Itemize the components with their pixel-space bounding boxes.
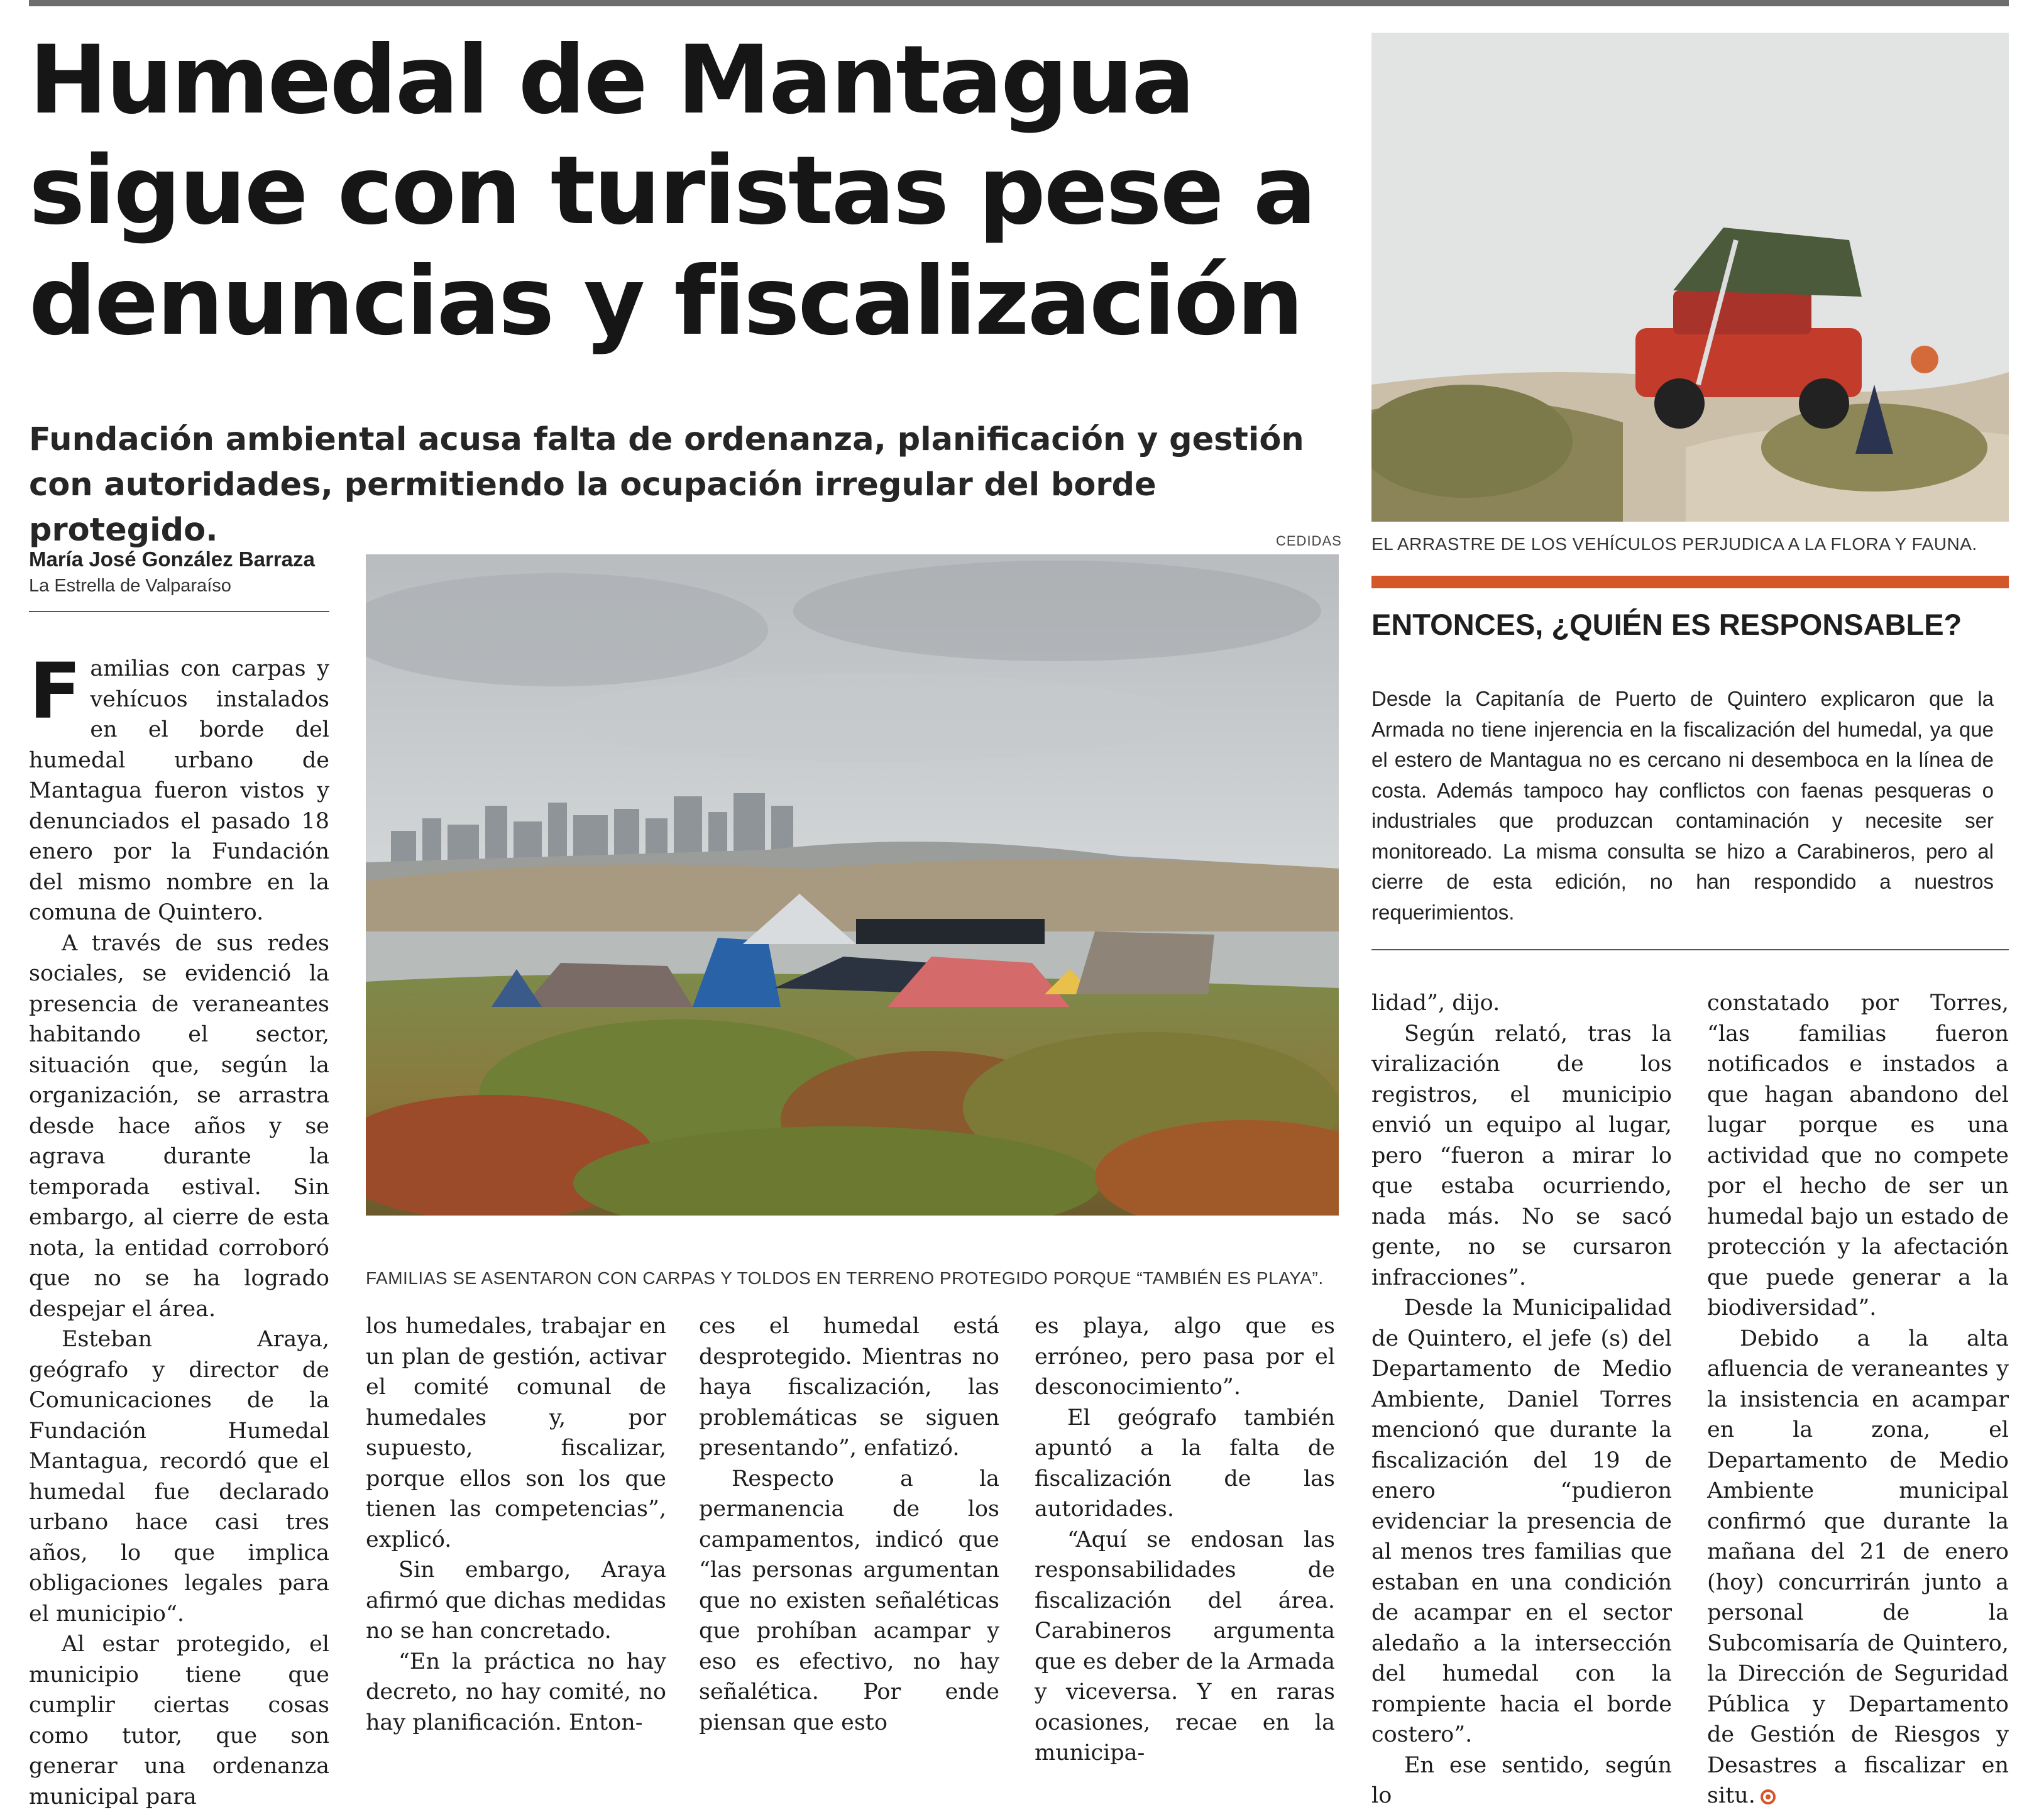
paragraph: “Aquí se endosan las responsabilidades de fiscalización del área. Carabineros argumenta que es deber de la Armada y viceversa. Y en raras ocasiones, recae en la municipa-: [1035, 1527, 1335, 1765]
paragraph: ces el humedal está desprotegido. Mientras no haya fiscalización, las problemáticas se siguen presentando”, enfatizó.: [699, 1314, 999, 1461]
sidebar-text: Desde la Capitanía de Puerto de Quintero explicaron que la Armada no tiene injerencia en la fiscalización del humedal, ya que el estero de Mantagua no es cercano ni desemboca en la línea de costa. Además tampoco hay conflictos con faenas pesqueras o industriales que produzcan contaminación y necesite ser monitoreado. La misma consulta se hizo a Carabineros, pero al cierre de esta edición, no han respondido a nuestros requerimientos.: [1371, 687, 1994, 924]
subheadline: Fundación ambiental acusa falta de ordenanza, planificación y gestión con autoridades, permitiendo la ocupación irregular del borde protegido.: [29, 421, 1304, 549]
paragraph: es playa, algo que es erróneo, pero pasa por el desconocimiento”.: [1035, 1314, 1335, 1400]
paragraph: “En la práctica no hay decreto, no hay comité, no hay planificación. Enton-: [366, 1649, 666, 1735]
main-photo-caption: FAMILIAS SE ASENTARON CON CARPAS Y TOLDOS EN TERRENO PROTEGIDO PORQUE “TAMBIÉN ES PLAYA”.: [366, 1268, 1324, 1288]
paragraph: Desde la Municipalidad de Quintero, el jefe (s) del Departamento de Medio Ambiente, Daniel Torres mencionó que durante la fiscalización del 19 de enero “pudieron evidenciar la presencia de al menos tres familias que estaban en una condición de acampar en el sector aledaño a la intersección del humedal con la rompiente hacia el borde costero”.: [1371, 1295, 1672, 1747]
paragraph: Esteban Araya, geógrafo y director de Comunicaciones de la Fundación Humedal Mantagua, recordó que el humedal fue declarado urbano hace casi tres años, lo que implica obligaciones legales para el municipio“.: [29, 1327, 329, 1627]
side-photo-caption: EL ARRASTRE DE LOS VEHÍCULOS PERJUDICA A LA FLORA Y FAUNA.: [1371, 534, 1977, 554]
body-column-5: [1371, 988, 1672, 1811]
sidebar-bottom-rule: [1371, 949, 2009, 950]
photo-credit: CEDIDAS: [1276, 533, 1342, 549]
paragraph: Según relató, tras la viralización de los registros, el municipio envió un equipo al lugar, pero “fueron a mirar lo que estaba ocurriendo, nada más. No se sacó gente, no se cursaron infracciones”.: [1371, 1021, 1672, 1290]
sidebar-accent-rule: [1371, 576, 2009, 588]
paragraph: Sin embargo, Araya afirmó que dichas medidas no se han concretado.: [366, 1557, 666, 1644]
end-mark-icon: [1761, 1789, 1776, 1804]
body-column-1: [29, 647, 329, 1812]
vehicle-on-dunes-illustration: [1371, 33, 2009, 522]
paragraph: constatado por Torres, “las familias fueron notificados e instados a que hagan abandono del lugar porque es una actividad que no compete por el hecho de ser un humedal bajo un estado de protección y la afectación que puede generar a la biodiversidad”.: [1707, 991, 2009, 1321]
paragraph: Al estar protegido, el municipio tiene que cumplir ciertas cosas como tutor, que son generar una ordenanza municipal para: [29, 1632, 329, 1809]
body-column-4: [1035, 1311, 1335, 1769]
paragraph: En ese sentido, según lo: [1371, 1752, 1672, 1808]
paragraph: A través de sus redes sociales, se evidenció la presencia de veraneantes habitando el sector, situación que, según la organización, se arrastra desde hace años y se agrava durante la temporada estival. Sin embargo, al cierre de esta nota, la entidad corroboró que no se ha logrado despejar el área.: [29, 930, 329, 1322]
paragraph: amilias con carpas y vehícuos instalados en el borde del humedal urbano de Mantagua fueron vistos y denunciados el pasado 18 enero por la Fundación del mismo nombre en la comuna de Quintero.: [29, 656, 329, 925]
paragraph: El geógrafo también apuntó a la falta de fiscalización de las autoridades.: [1035, 1405, 1335, 1522]
body-column-2: [366, 1311, 666, 1738]
paragraph: los humedales, trabajar en un plan de gestión, activar el comité comunal de humedales y, por supuesto, fiscalizar, porque ellos son los que tienen las competencias”, explicó.: [366, 1314, 666, 1552]
top-rule: [29, 0, 2009, 6]
outlet-name: La Estrella de Valparaíso: [29, 576, 231, 596]
headline: Humedal de Mantagua sigue con turistas pese a denuncias y fiscalización: [29, 26, 1315, 356]
sidebar-title: ENTONCES, ¿QUIÉN ES RESPONSABLE?: [1371, 608, 1962, 641]
main-photo-campsite: [366, 554, 1339, 1216]
byline: [29, 546, 356, 598]
campsite-illustration: [366, 554, 1339, 1216]
author-name: María José González Barraza: [29, 547, 315, 571]
body-column-3: [699, 1311, 999, 1738]
side-photo-vehicle: [1371, 33, 2009, 522]
drop-cap: F: [29, 647, 82, 736]
paragraph: Respecto a la permanencia de los campamentos, indicó que “las personas argumentan que no existen señaléticas que prohíban acampar y eso es efectivo, no hay señalética. Por ende piensan que esto: [699, 1466, 999, 1735]
paragraph: lidad”, dijo.: [1371, 991, 1500, 1016]
body-column-6: [1707, 988, 2009, 1811]
paragraph: Debido a la alta afluencia de veraneantes y la insistencia en acampar en la zona, el Departamento de Medio Ambiente municipal confirmó que durante la mañana del 21 de enero (hoy) concurrirán junto a personal de la Subcomisaría de Quintero, la Dirección de Seguridad Pública y Departamento de Gestión de Riesgos y Desastres a fiscalizar en situ.: [1707, 1326, 2009, 1808]
byline-rule: [29, 611, 329, 612]
